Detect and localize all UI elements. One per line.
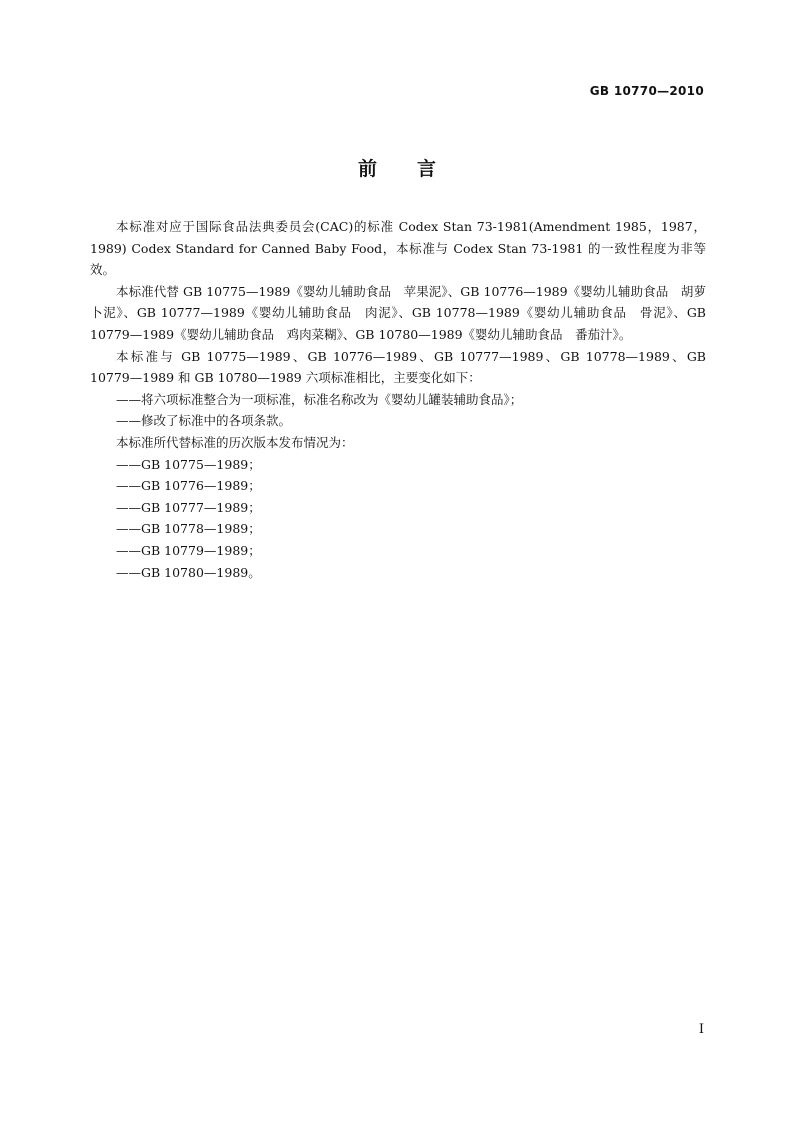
paragraph-replacement: 本标准代替 GB 10775—1989《婴幼儿辅助食品 苹果泥》、GB 10776—1989《婴幼儿辅助食品 胡萝卜泥》、GB 10777—1989《婴幼儿辅助食品 肉泥》、GB 10778—1989《婴幼儿辅助食品 骨泥》、GB 10779—1989《婴幼儿辅助食品 鸡肉菜糊》、GB 10780—1989《婴幼儿辅助食品 番茄汁》。 bbox=[90, 283, 706, 342]
history-item: ——GB 10780—1989。 bbox=[116, 564, 261, 580]
paragraph-correspondence: 本标准对应于国际食品法典委员会(CAC)的标准 Codex Stan 73-1981(Amendment 1985，1987，1989) Codex Standard for Canned Baby Food，本标准与 Codex Stan 73-1981 的一致性程度为非等效。 bbox=[90, 219, 706, 278]
history-item: ——GB 10778—1989； bbox=[116, 521, 261, 537]
paragraph-comparison: 本标准与 GB 10775—1989、GB 10776—1989、GB 10777—1989、GB 10778—1989、GB 10779—1989 和 GB 10780—1989 六项标准相比，主要变化如下： bbox=[90, 348, 706, 386]
history-item: ——GB 10776—1989； bbox=[116, 478, 261, 494]
preface-body bbox=[90, 216, 706, 583]
page-number: I bbox=[698, 1022, 704, 1037]
page-title: 前言 bbox=[357, 158, 476, 180]
change-item: ——将六项标准整合为一项标准，标准名称改为《婴幼儿罐装辅助食品》； bbox=[116, 391, 523, 407]
history-item: ——GB 10775—1989； bbox=[116, 456, 261, 472]
history-item: ——GB 10777—1989； bbox=[116, 499, 261, 515]
document-code: GB 10770—2010 bbox=[589, 84, 704, 98]
history-item: ——GB 10779—1989； bbox=[116, 542, 261, 558]
history-intro: 本标准所代替标准的历次版本发布情况为： bbox=[116, 434, 354, 450]
change-item: ——修改了标准中的各项条款。 bbox=[116, 413, 292, 429]
